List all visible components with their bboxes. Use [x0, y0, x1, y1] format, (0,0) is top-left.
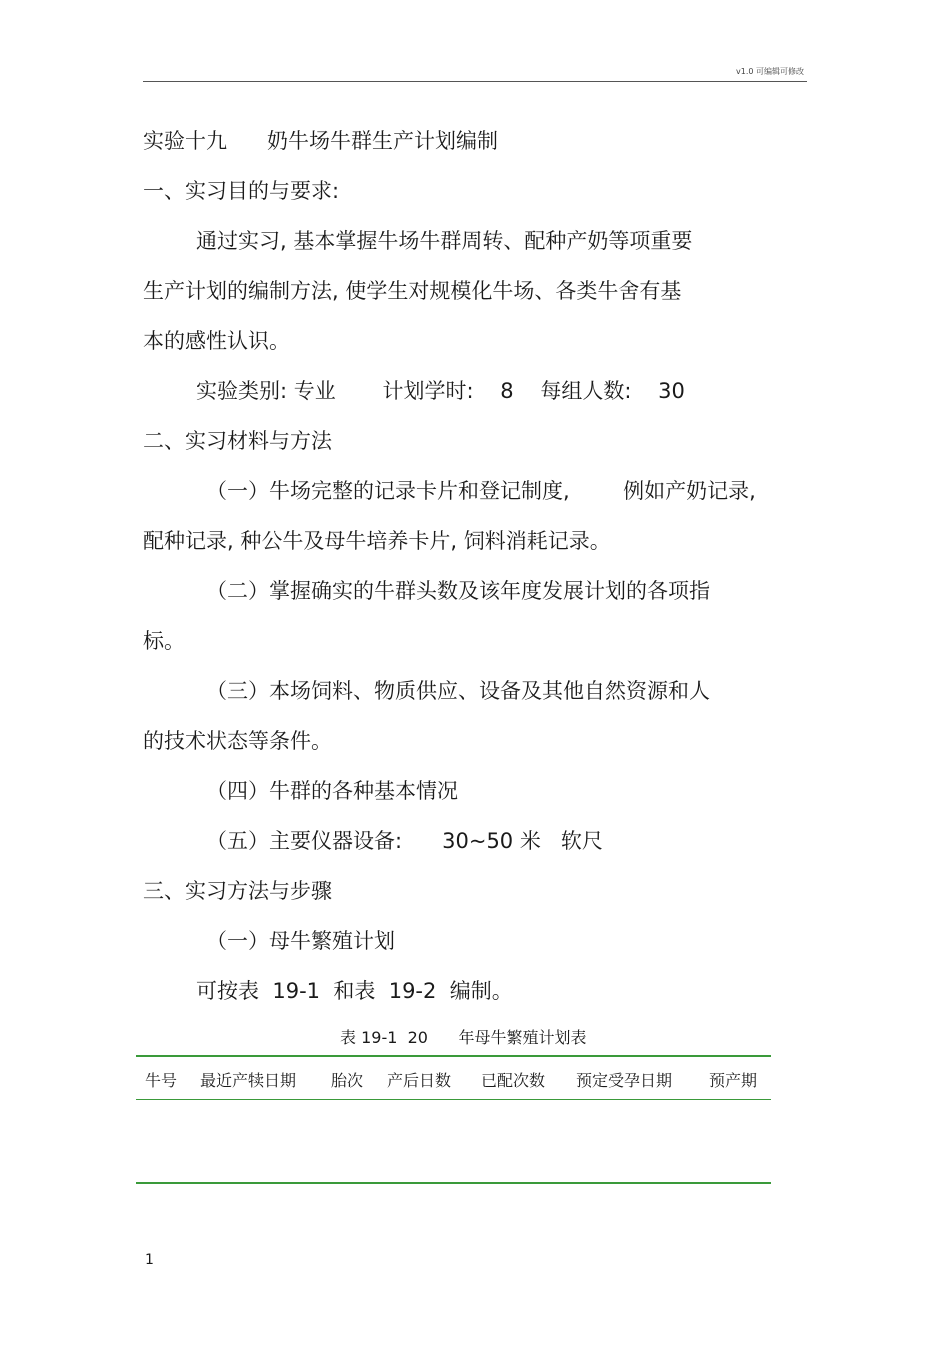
section2-item-5: （五）主要仪器设备: 30~50 米 软尺: [206, 829, 603, 853]
section3-note: 可按表 19-1 和表 19-2 编制。: [196, 979, 513, 1003]
section3-heading: 三、实习方法与步骤: [143, 879, 332, 903]
table-header-rule: [136, 1099, 771, 1100]
page-number: 1: [145, 1252, 154, 1268]
table-header-due-date: 预产期: [709, 1071, 758, 1090]
experiment-meta: 实验类别: 专业 计划学时: 8 每组人数: 30: [196, 379, 685, 403]
section1-para-line-3: 本的感性认识。: [143, 329, 290, 353]
table-header-breeding-count: 已配次数: [481, 1071, 546, 1090]
document-title: 实验十九 奶牛场牛群生产计划编制: [143, 129, 499, 153]
section2-heading: 二、实习材料与方法: [143, 429, 332, 453]
section2-item-1-line1: （一）牛场完整的记录卡片和登记制度, 例如产奶记录,: [206, 479, 756, 503]
section1-para-line-2: 生产计划的编制方法, 使学生对规模化牛场、各类牛舍有基: [143, 279, 682, 303]
section1-para-line-1: 通过实习, 基本掌握牛场牛群周转、配种产奶等项重要: [196, 229, 693, 253]
table-header-cow-id: 牛号: [145, 1071, 178, 1090]
section2-item-1-line2: 配种记录, 种公牛及母牛培养卡片, 饲料消耗记录。: [143, 529, 611, 553]
section1-heading: 一、实习目的与要求:: [143, 179, 340, 203]
section2-item-2-line1: （二）掌握确实的牛群头数及该年度发展计划的各项指: [206, 579, 710, 603]
table-header-parity: 胎次: [331, 1071, 364, 1090]
header-rule: [143, 81, 807, 82]
section2-item-4: （四）牛群的各种基本情况: [206, 779, 458, 803]
version-note: v1.0 可编辑可修改: [736, 67, 804, 76]
section2-item-3-line2: 的技术状态等条件。: [143, 729, 332, 753]
section2-item-3-line1: （三）本场饲料、物质供应、设备及其他自然资源和人: [206, 679, 710, 703]
section2-item-2-line2: 标。: [143, 629, 185, 653]
table-caption: 表 19-1 20 年母牛繁殖计划表: [340, 1028, 587, 1047]
table-top-rule: [136, 1055, 771, 1057]
table-header-last-calving-date: 最近产犊日期: [200, 1071, 297, 1090]
section3-sub1: （一）母牛繁殖计划: [206, 929, 395, 953]
table-header-planned-conception-date: 预定受孕日期: [576, 1071, 673, 1090]
table-bottom-rule: [136, 1182, 771, 1184]
table-header-days-postpartum: 产后日数: [387, 1071, 452, 1090]
